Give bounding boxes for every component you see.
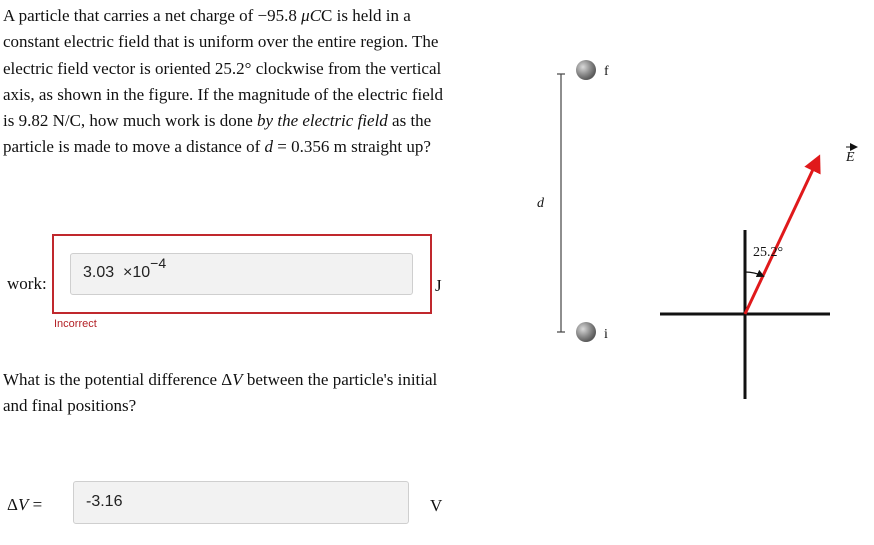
potential-difference-question: What is the potential difference ΔV between the particle's initial and final positions? (3, 370, 438, 416)
electric-field-vector (745, 158, 818, 314)
work-mantissa: 3.03 (83, 264, 115, 281)
distance-label: d (537, 196, 544, 211)
particle-initial-icon (576, 322, 596, 342)
work-label: work: (7, 274, 47, 293)
delta-v-value: -3.16 (86, 493, 123, 510)
angle-arc-icon (745, 272, 763, 276)
delta-v-label: ΔV = (7, 495, 43, 514)
work-times-ten: ×10 (123, 264, 151, 281)
work-unit: J (435, 276, 442, 295)
particle-final-icon (576, 60, 596, 80)
initial-point-label: i (604, 327, 608, 342)
incorrect-status: Incorrect (54, 318, 97, 330)
field-label: E (846, 150, 855, 165)
work-exponent: −4 (150, 255, 167, 271)
problem-statement: A particle that carries a net charge of −95.8 μCC is held in a constant electric field that is uniform over the entire region. The electric field vector is oriented 25.2° clockwise from the vertical axis, as shown in the figure. If the magnitude of the electric field is 9.82 N/C, how much work is done by the electric field as the particle is made to move a distance of d = 0.356 m straight up? (3, 6, 443, 157)
angle-label: 25.2° (753, 245, 784, 260)
final-point-label: f (604, 64, 609, 79)
delta-v-unit: V (430, 496, 443, 515)
